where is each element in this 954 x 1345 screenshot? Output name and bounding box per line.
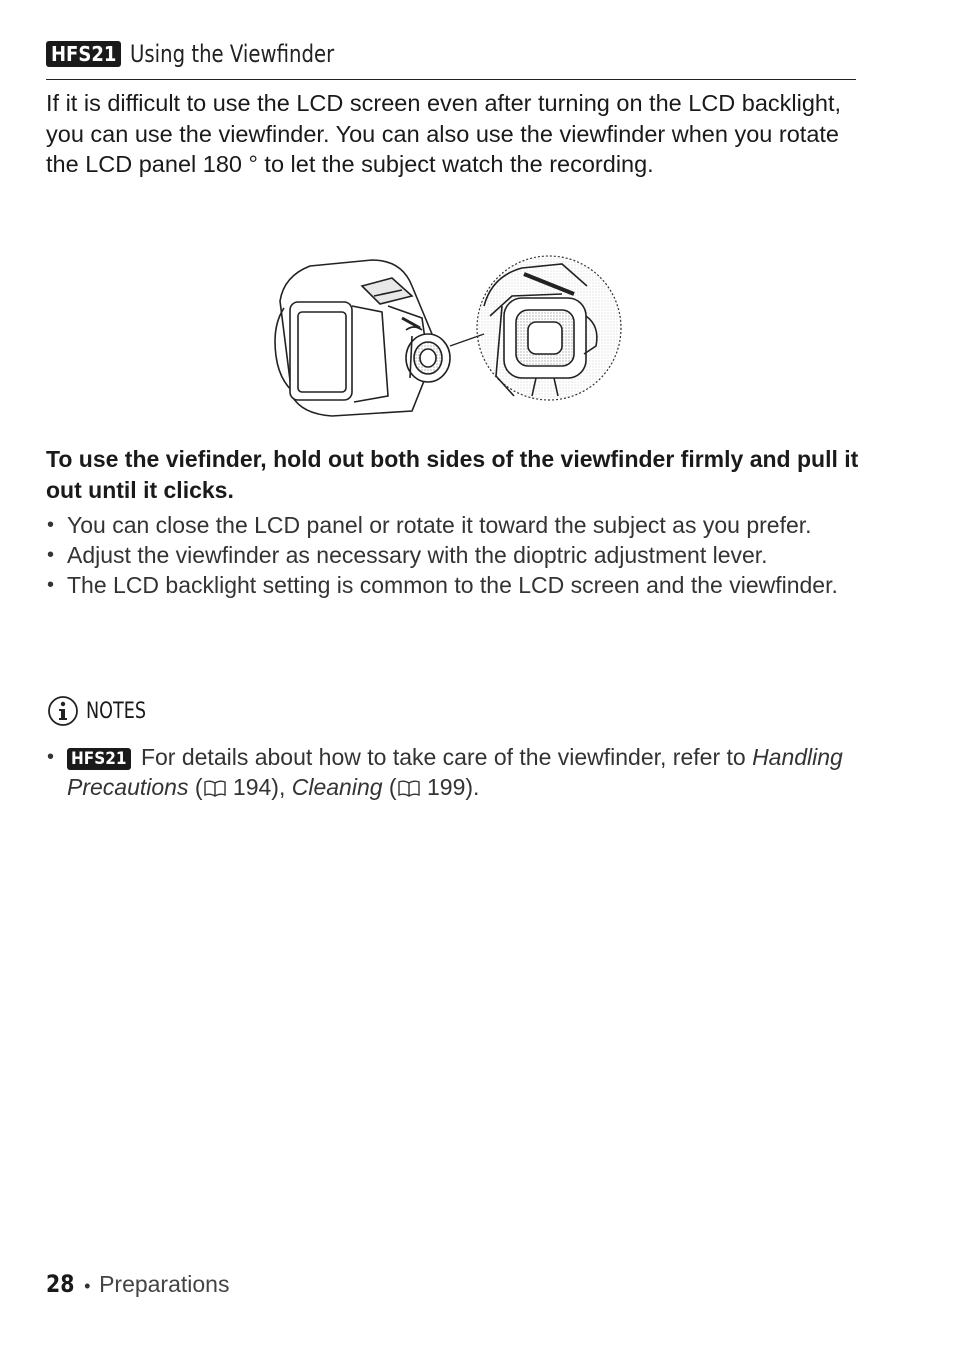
page-number: 28 <box>46 1270 75 1298</box>
reference-paren: ( <box>382 774 397 800</box>
reference-title[interactable]: Cleaning <box>291 774 383 800</box>
page-footer <box>46 1270 229 1299</box>
list-item <box>46 742 866 802</box>
bullet-dot-icon: • <box>47 574 55 596</box>
bullet-dot-icon: • <box>47 544 55 566</box>
list-item-text: You can close the LCD panel or rotate it toward the subject as you prefer. <box>67 512 812 538</box>
reference-title[interactable]: Handling Precautions <box>67 744 843 800</box>
bullet-dot-icon: • <box>47 746 55 768</box>
book-icon <box>397 779 421 797</box>
section-heading <box>46 40 856 80</box>
note-text: For details about how to take care of the viewfinder, refer to <box>140 744 753 770</box>
book-icon <box>203 779 227 797</box>
footer-section-name: Preparations <box>99 1271 230 1297</box>
list-item <box>46 510 866 540</box>
section-title: Using the Viewfinder <box>129 40 334 68</box>
camcorder-viewfinder-illustration <box>262 246 622 422</box>
notes-heading <box>46 694 162 730</box>
notes-label: NOTES <box>86 698 147 724</box>
list-item-text: The LCD backlight setting is common to the LCD screen and the viewfinder. <box>67 572 838 598</box>
model-badge: HFS21 <box>67 748 131 770</box>
intro-paragraph: If it is difficult to use the LCD screen even after turning on the LCD backlight, you can use the viewfinder. You can also use the viewfinder when you rotate the LCD panel 180 ° to let the subject watch the recording. <box>46 90 842 177</box>
instruction-text: To use the viefinder, hold out both sides of the viewfinder firmly and pull it out until it clicks. <box>46 446 859 503</box>
info-icon <box>46 694 80 728</box>
reference-page: 199). <box>420 774 480 800</box>
list-item <box>46 570 866 600</box>
tips-list <box>46 510 866 600</box>
footer-separator: • <box>84 1276 91 1296</box>
notes-list <box>46 742 866 802</box>
model-badge: HFS21 <box>46 41 121 67</box>
reference-paren: ( <box>188 774 203 800</box>
camcorder-illustration-icon <box>262 246 622 422</box>
list-item <box>46 540 866 570</box>
reference-page: 194), <box>226 774 292 800</box>
bullet-dot-icon: • <box>47 514 55 536</box>
list-item-text: Adjust the viewfinder as necessary with the dioptric adjustment lever. <box>67 542 768 568</box>
